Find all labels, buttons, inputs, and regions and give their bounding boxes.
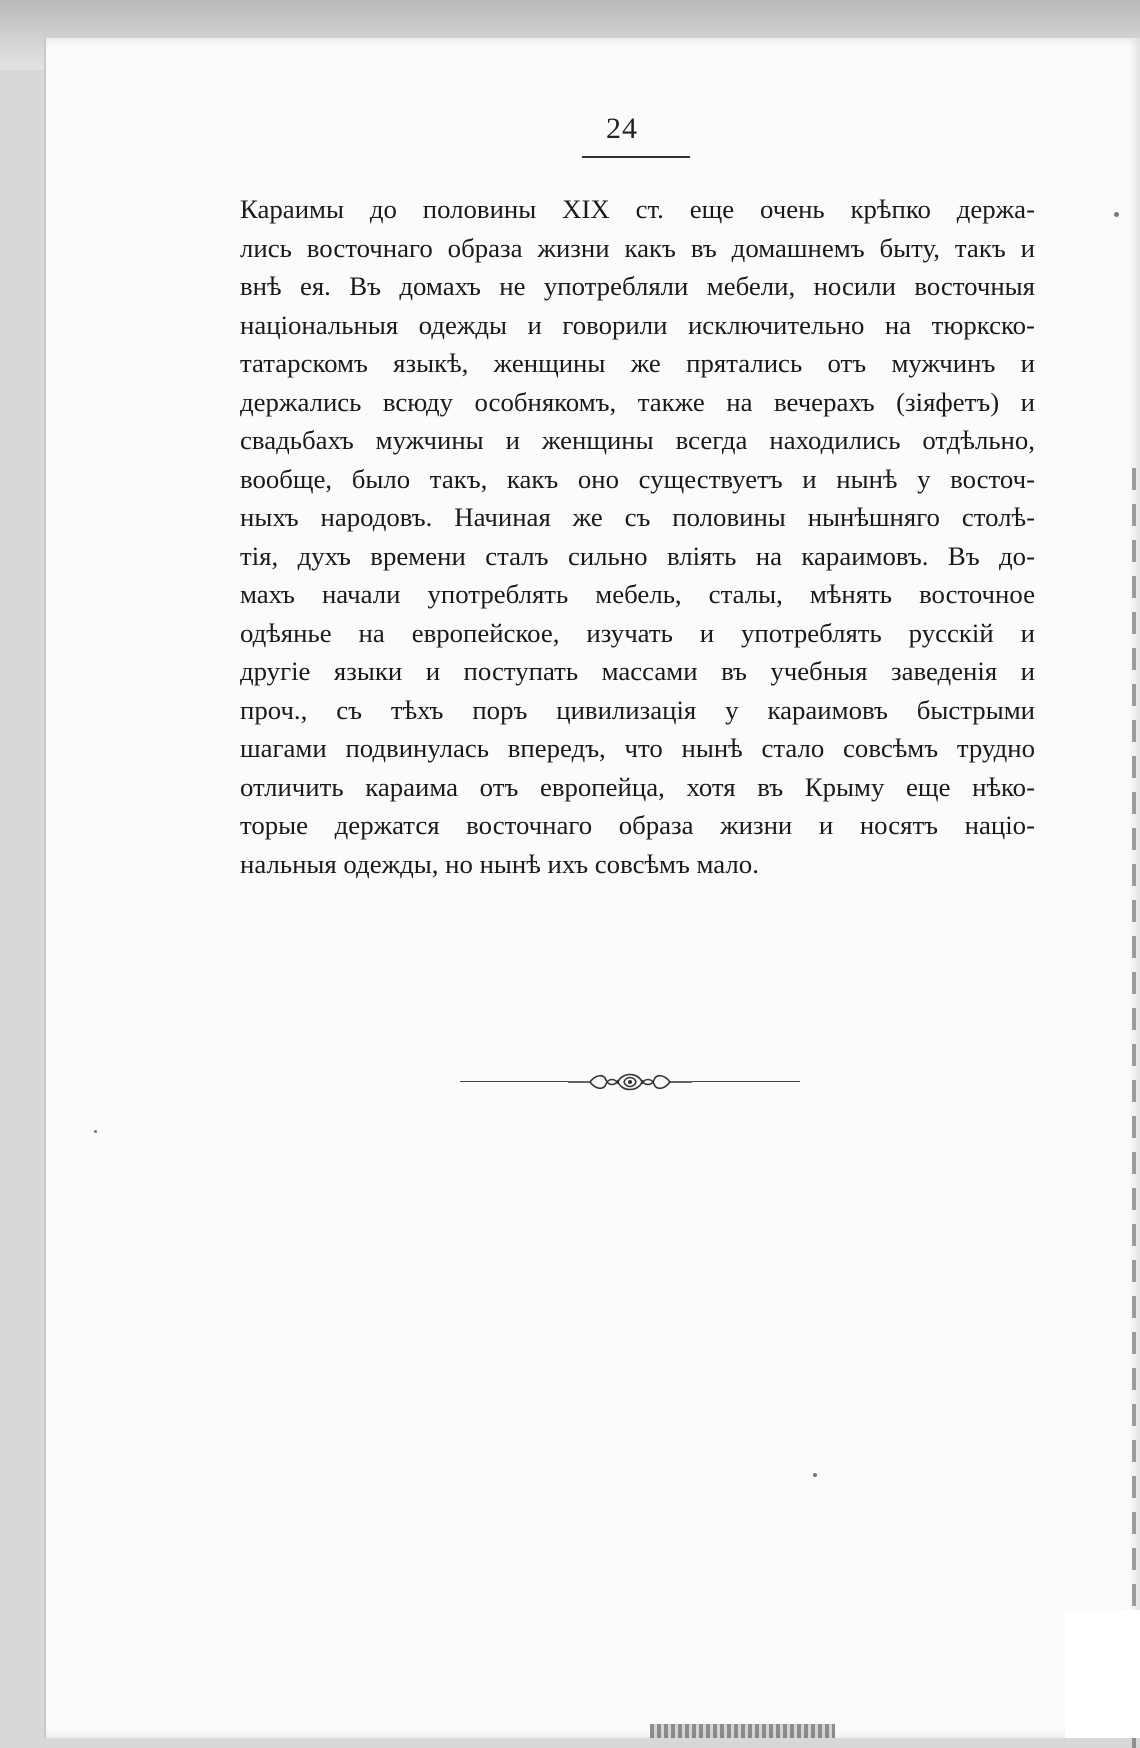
text-line: внѣ ея. Въ домахъ не употребляли мебели, носили восточныя [240,271,1035,301]
text-line: другіе языки и поступать массами въ учебныя заведенія и [240,656,1035,686]
text-line: лись восточнаго образа жизни какъ въ домашнемъ быту, такъ и [240,232,1035,263]
text-line: махъ начали употреблять мебель, сталы, мѣнять восточное [240,579,1035,609]
text-line: проч., съ тѣхъ поръ цивилизація у караимовъ быстрыми [240,694,1035,725]
text-line: вообще, было такъ, какъ оно существуетъ и нынѣ у восточ- [240,463,1035,494]
text-line: національныя одежды и говорили исключительно на тюркско- [240,309,1035,340]
scan-speck [1114,212,1119,217]
text-line: свадьбахъ мужчины и женщины всегда находились отдѣльно, [240,425,1035,455]
scan-bottom-mark [650,1724,835,1738]
text-line: ныхъ народовъ. Начиная же съ половины нынѣшняго столѣ- [240,502,1035,532]
text-line: тія, духъ времени сталъ сильно вліять на караимовъ. Въ до- [240,540,1035,571]
ornament-rule-right [692,1081,800,1082]
page-number: 24 [606,112,638,145]
scan-corner-patch [1065,1610,1140,1738]
scan-speck [94,1130,97,1133]
body-paragraph [240,190,1035,883]
text-line: татарскомъ языкѣ, женщины же прятались отъ мужчинъ и [240,348,1035,378]
text-line: Караимы до половины XIX ст. еще очень крѣпко держа- [240,194,1035,224]
text-line: отличить караима отъ европейца, хотя въ Крыму еще нѣко- [240,771,1035,802]
text-line: держались всюду особнякомъ, также на вечерахъ (зіяфетъ) и [240,386,1035,417]
text-line: шагами подвинулась впередъ, что нынѣ стало совсѣмъ трудно [240,733,1035,763]
text-line: торые держатся восточнаго образа жизни и носятъ націо- [240,810,1035,840]
page-number-rule [582,156,690,158]
ornament-flourish-icon [568,1070,692,1094]
text-line: одѣянье на европейское, изучать и употреблять русскій и [240,617,1035,648]
text-line: нальныя одежды, но нынѣ ихъ совсѣмъ мало. [240,848,759,879]
page-edge-shadow [1132,468,1136,1748]
scan-speck [813,1473,817,1477]
ornament-divider [460,1070,800,1094]
ornament-rule-left [460,1081,568,1082]
